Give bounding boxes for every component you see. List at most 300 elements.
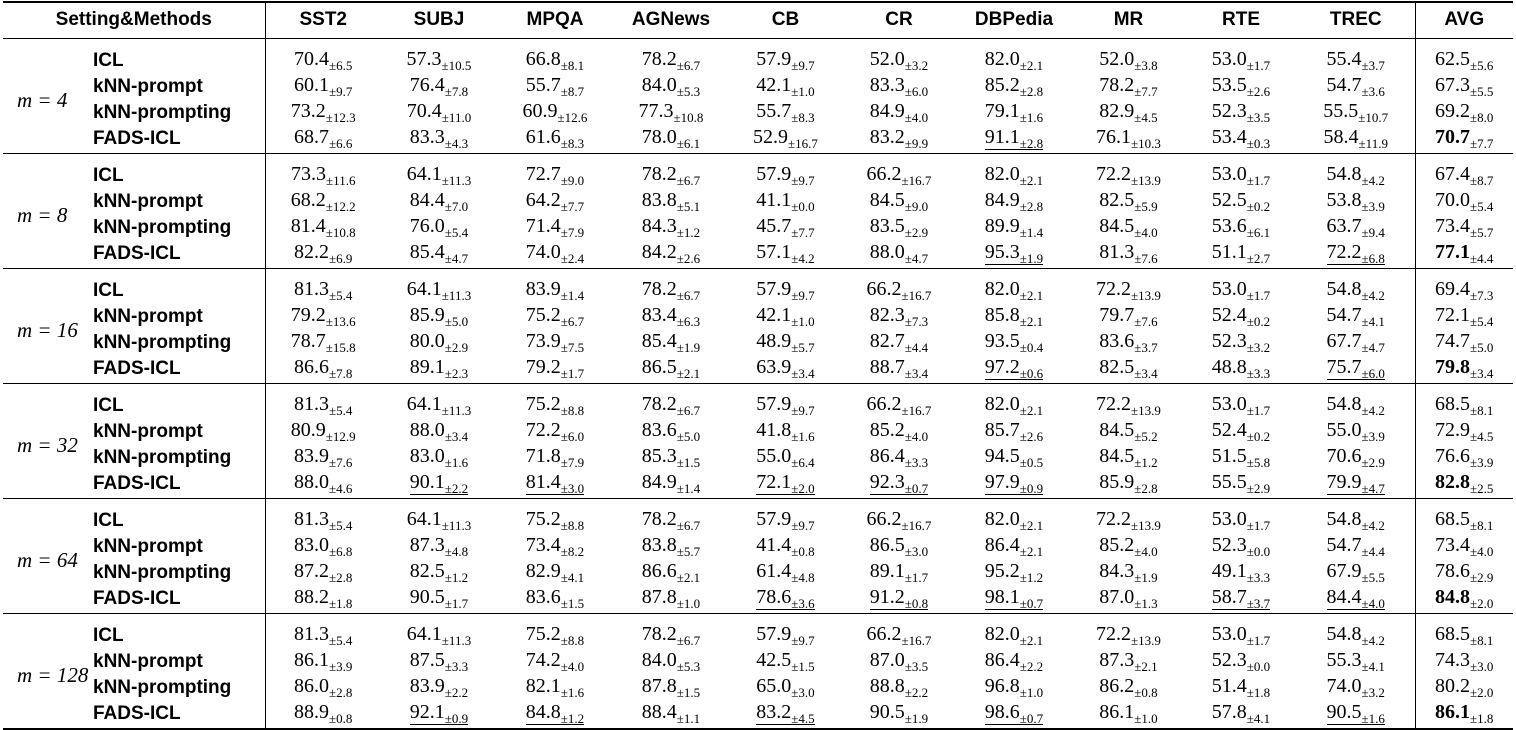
score-std: ±1.9 bbox=[1019, 250, 1044, 266]
score-std: ±6.7 bbox=[676, 287, 701, 303]
score-mean: 72.2 bbox=[1096, 392, 1132, 415]
score-cell bbox=[729, 383, 842, 419]
score-std: ±11.9 bbox=[1358, 135, 1388, 151]
score-mean: 73.2 bbox=[290, 99, 326, 122]
score-mean: 72.2 bbox=[525, 418, 561, 441]
score-std: ±6.1 bbox=[1246, 224, 1271, 240]
score-std: ±7.6 bbox=[1134, 250, 1158, 266]
score-cell bbox=[842, 356, 956, 384]
score-cell bbox=[1185, 498, 1297, 534]
score-cell bbox=[497, 701, 613, 729]
score-cell bbox=[956, 383, 1072, 419]
score-mean: 81.4 bbox=[290, 214, 326, 237]
score-cell bbox=[956, 215, 1072, 241]
score-cell bbox=[1297, 356, 1415, 384]
score-std: ±2.1 bbox=[1019, 287, 1044, 303]
score-cell bbox=[613, 498, 729, 534]
score-std: ±3.9 bbox=[1361, 198, 1385, 214]
score-cell bbox=[497, 419, 613, 445]
score-std: ±2.1 bbox=[676, 365, 701, 381]
score-std: ±6.7 bbox=[676, 172, 701, 188]
score-std: ±5.3 bbox=[676, 83, 701, 99]
avg-mean: 76.6 bbox=[1435, 444, 1471, 467]
score-cell bbox=[956, 153, 1072, 189]
score-mean: 75.2 bbox=[525, 507, 561, 530]
score-mean: 60.1 bbox=[294, 73, 330, 96]
score-std: ±1.6 bbox=[560, 684, 585, 700]
score-std: ±4.1 bbox=[1361, 658, 1385, 674]
avg-mean: 73.4 bbox=[1435, 533, 1471, 556]
score-mean: 86.5 bbox=[641, 355, 677, 378]
score-mean: 82.1 bbox=[525, 674, 561, 697]
score-std: ±0.3 bbox=[1246, 135, 1271, 151]
score-std: ±1.5 bbox=[676, 684, 701, 700]
score-cell bbox=[613, 189, 729, 215]
score-cell bbox=[613, 649, 729, 675]
score-mean: 84.4 bbox=[409, 188, 445, 211]
score-std: ±7.7 bbox=[560, 198, 585, 214]
score-cell bbox=[613, 471, 729, 499]
score-cell bbox=[729, 701, 842, 729]
method-name: ICL bbox=[93, 38, 265, 74]
score-mean: 76.0 bbox=[409, 214, 445, 237]
setting-group bbox=[3, 153, 1513, 268]
score-cell bbox=[613, 356, 729, 384]
score-mean: 91.2 bbox=[869, 585, 905, 608]
score-mean: 53.6 bbox=[1211, 214, 1247, 237]
score-cell bbox=[956, 586, 1072, 614]
score-std: ±7.9 bbox=[560, 454, 585, 470]
score-mean: 78.2 bbox=[641, 622, 677, 645]
score-mean: 84.0 bbox=[641, 73, 677, 96]
score-cell bbox=[1072, 215, 1185, 241]
score-cell bbox=[1297, 498, 1415, 534]
score-std: ±1.6 bbox=[1361, 710, 1385, 726]
score-std: ±0.2 bbox=[1246, 428, 1271, 444]
score-std: ±5.8 bbox=[1246, 454, 1271, 470]
score-cell bbox=[956, 701, 1072, 729]
score-cell bbox=[497, 153, 613, 189]
avg-cell bbox=[1415, 241, 1513, 269]
score-cell bbox=[729, 586, 842, 614]
header-dataset-agnews: AGNews bbox=[613, 2, 729, 38]
score-mean: 92.1 bbox=[409, 700, 445, 723]
score-mean: 72.2 bbox=[1096, 507, 1132, 530]
score-std: ±3.6 bbox=[791, 595, 815, 611]
score-mean: 53.0 bbox=[1211, 507, 1247, 530]
score-mean: 71.8 bbox=[525, 444, 561, 467]
score-mean: 48.8 bbox=[1211, 355, 1247, 378]
setting-group bbox=[3, 613, 1513, 729]
method-name: FADS-ICL bbox=[93, 471, 265, 499]
score-std: ±4.4 bbox=[904, 339, 929, 355]
score-cell bbox=[956, 471, 1072, 499]
score-mean: 87.0 bbox=[1099, 585, 1135, 608]
score-cell bbox=[265, 356, 381, 384]
score-cell bbox=[613, 74, 729, 100]
score-mean: 70.6 bbox=[1326, 444, 1362, 467]
score-std: ±11.3 bbox=[441, 517, 472, 533]
score-mean: 94.5 bbox=[984, 444, 1020, 467]
avg-mean: 69.2 bbox=[1435, 99, 1471, 122]
score-std: ±2.6 bbox=[1246, 83, 1271, 99]
score-std: ±4.5 bbox=[1134, 109, 1158, 125]
score-cell bbox=[1072, 356, 1185, 384]
score-cell bbox=[842, 100, 956, 126]
score-cell bbox=[381, 38, 497, 74]
score-std: ±3.0 bbox=[791, 684, 815, 700]
score-std: ±4.2 bbox=[791, 250, 815, 266]
score-mean: 86.0 bbox=[294, 674, 330, 697]
score-mean: 64.1 bbox=[406, 277, 442, 300]
score-cell bbox=[381, 241, 497, 269]
score-std: ±5.4 bbox=[329, 402, 353, 418]
score-cell bbox=[497, 613, 613, 649]
score-cell bbox=[1072, 74, 1185, 100]
table-row bbox=[3, 153, 1513, 189]
score-mean: 79.9 bbox=[1326, 470, 1362, 493]
method-name: kNN-prompt bbox=[93, 189, 265, 215]
score-mean: 90.5 bbox=[1326, 700, 1362, 723]
score-std: ±3.0 bbox=[560, 480, 585, 496]
score-cell bbox=[497, 675, 613, 701]
score-std: ±5.1 bbox=[676, 198, 701, 214]
score-cell bbox=[956, 126, 1072, 154]
score-std: ±5.7 bbox=[791, 339, 815, 355]
score-cell bbox=[265, 38, 381, 74]
score-cell bbox=[1185, 189, 1297, 215]
method-name: kNN-prompt bbox=[93, 649, 265, 675]
score-std: ±0.8 bbox=[791, 543, 815, 559]
score-cell bbox=[497, 126, 613, 154]
score-cell bbox=[1072, 100, 1185, 126]
avg-mean: 74.3 bbox=[1435, 648, 1471, 671]
avg-cell bbox=[1415, 100, 1513, 126]
score-std: ±6.5 bbox=[329, 57, 353, 73]
score-cell bbox=[265, 675, 381, 701]
score-mean: 88.2 bbox=[294, 585, 330, 608]
score-cell bbox=[381, 675, 497, 701]
score-cell bbox=[381, 215, 497, 241]
score-mean: 85.4 bbox=[409, 240, 445, 263]
score-mean: 97.9 bbox=[984, 470, 1020, 493]
score-std: ±9.0 bbox=[560, 172, 585, 188]
avg-cell bbox=[1415, 701, 1513, 729]
score-mean: 68.2 bbox=[290, 188, 326, 211]
score-std: ±13.9 bbox=[1131, 402, 1161, 418]
score-cell bbox=[613, 215, 729, 241]
score-std: ±1.3 bbox=[1134, 595, 1158, 611]
score-mean: 81.3 bbox=[1099, 240, 1135, 263]
score-std: ±5.4 bbox=[329, 517, 353, 533]
score-std: ±2.2 bbox=[444, 684, 469, 700]
score-std: ±0.0 bbox=[791, 198, 815, 214]
score-mean: 57.9 bbox=[756, 47, 792, 70]
score-cell bbox=[1185, 268, 1297, 304]
score-cell bbox=[497, 189, 613, 215]
score-std: ±3.3 bbox=[1246, 569, 1271, 585]
score-cell bbox=[1297, 38, 1415, 74]
score-std: ±1.2 bbox=[676, 224, 701, 240]
table-row bbox=[3, 215, 1513, 241]
score-cell bbox=[842, 675, 956, 701]
score-cell bbox=[729, 534, 842, 560]
avg-std: ±5.4 bbox=[1470, 198, 1494, 214]
score-cell bbox=[1185, 701, 1297, 729]
method-name: kNN-prompting bbox=[93, 560, 265, 586]
score-mean: 41.1 bbox=[756, 188, 792, 211]
score-std: ±9.7 bbox=[791, 402, 815, 418]
table-row bbox=[3, 268, 1513, 304]
score-std: ±3.4 bbox=[904, 365, 929, 381]
score-cell bbox=[729, 126, 842, 154]
score-cell bbox=[1072, 268, 1185, 304]
method-name: kNN-prompt bbox=[93, 304, 265, 330]
score-cell bbox=[1072, 153, 1185, 189]
score-mean: 52.4 bbox=[1211, 418, 1247, 441]
score-cell bbox=[265, 126, 381, 154]
score-cell bbox=[1297, 126, 1415, 154]
score-mean: 86.1 bbox=[1099, 700, 1135, 723]
score-mean: 81.3 bbox=[294, 507, 330, 530]
score-cell bbox=[1297, 100, 1415, 126]
table-row bbox=[3, 189, 1513, 215]
avg-cell bbox=[1415, 356, 1513, 384]
score-cell bbox=[1072, 330, 1185, 356]
score-cell bbox=[842, 241, 956, 269]
score-cell bbox=[497, 304, 613, 330]
score-std: ±1.9 bbox=[1134, 569, 1158, 585]
score-cell bbox=[381, 445, 497, 471]
score-mean: 57.9 bbox=[756, 162, 792, 185]
score-mean: 54.8 bbox=[1326, 392, 1362, 415]
score-mean: 54.8 bbox=[1326, 622, 1362, 645]
score-std: ±6.9 bbox=[329, 250, 353, 266]
score-cell bbox=[497, 649, 613, 675]
score-mean: 66.2 bbox=[866, 392, 902, 415]
table-row bbox=[3, 383, 1513, 419]
score-mean: 70.4 bbox=[294, 47, 330, 70]
score-mean: 53.0 bbox=[1211, 392, 1247, 415]
score-std: ±4.0 bbox=[904, 428, 929, 444]
table-row bbox=[3, 613, 1513, 649]
avg-std: ±8.1 bbox=[1470, 632, 1494, 648]
score-mean: 52.4 bbox=[1211, 303, 1247, 326]
score-mean: 87.5 bbox=[409, 648, 445, 671]
score-std: ±9.7 bbox=[329, 83, 353, 99]
score-std: ±8.7 bbox=[560, 83, 585, 99]
avg-cell bbox=[1415, 38, 1513, 74]
score-mean: 83.2 bbox=[756, 700, 792, 723]
score-cell bbox=[842, 471, 956, 499]
score-std: ±1.1 bbox=[676, 710, 701, 726]
score-std: ±7.8 bbox=[444, 83, 469, 99]
table-header bbox=[3, 2, 1513, 38]
score-cell bbox=[381, 498, 497, 534]
table-row bbox=[3, 675, 1513, 701]
score-std: ±10.5 bbox=[441, 57, 472, 73]
score-cell bbox=[265, 268, 381, 304]
score-std: ±10.8 bbox=[673, 109, 704, 125]
score-cell bbox=[381, 649, 497, 675]
score-std: ±1.0 bbox=[791, 313, 815, 329]
score-cell bbox=[613, 383, 729, 419]
score-std: ±2.8 bbox=[1019, 135, 1044, 151]
score-std: ±1.6 bbox=[444, 454, 469, 470]
score-std: ±0.7 bbox=[1019, 710, 1044, 726]
score-mean: 57.3 bbox=[406, 47, 442, 70]
score-cell bbox=[1297, 383, 1415, 419]
score-std: ±1.7 bbox=[560, 365, 585, 381]
avg-cell bbox=[1415, 534, 1513, 560]
score-mean: 54.8 bbox=[1326, 277, 1362, 300]
score-std: ±4.7 bbox=[1361, 339, 1385, 355]
score-mean: 79.2 bbox=[290, 303, 326, 326]
score-cell bbox=[729, 74, 842, 100]
score-cell bbox=[1185, 241, 1297, 269]
avg-mean: 79.8 bbox=[1435, 355, 1471, 378]
score-cell bbox=[1185, 534, 1297, 560]
score-mean: 64.1 bbox=[406, 622, 442, 645]
score-cell bbox=[613, 586, 729, 614]
score-std: ±4.6 bbox=[329, 480, 353, 496]
score-mean: 89.9 bbox=[984, 214, 1020, 237]
score-mean: 84.2 bbox=[641, 240, 677, 263]
score-cell bbox=[381, 74, 497, 100]
method-name: ICL bbox=[93, 613, 265, 649]
score-mean: 84.5 bbox=[869, 188, 905, 211]
table-row bbox=[3, 100, 1513, 126]
score-std: ±2.3 bbox=[444, 365, 469, 381]
score-mean: 97.2 bbox=[984, 355, 1020, 378]
score-cell bbox=[842, 304, 956, 330]
score-std: ±10.8 bbox=[325, 224, 356, 240]
score-mean: 58.7 bbox=[1211, 585, 1247, 608]
avg-mean: 68.5 bbox=[1435, 392, 1471, 415]
setting-m-label: m = 8 bbox=[17, 202, 68, 227]
score-cell bbox=[1072, 701, 1185, 729]
score-cell bbox=[842, 419, 956, 445]
score-mean: 82.2 bbox=[294, 240, 330, 263]
score-std: ±4.8 bbox=[791, 569, 815, 585]
avg-std: ±2.9 bbox=[1470, 569, 1494, 585]
avg-mean: 68.5 bbox=[1435, 622, 1471, 645]
score-mean: 64.2 bbox=[525, 188, 561, 211]
score-std: ±3.4 bbox=[444, 428, 469, 444]
score-std: ±2.7 bbox=[1246, 250, 1271, 266]
avg-cell bbox=[1415, 498, 1513, 534]
score-std: ±9.7 bbox=[791, 632, 815, 648]
score-cell bbox=[729, 241, 842, 269]
score-mean: 92.3 bbox=[869, 470, 905, 493]
score-std: ±8.3 bbox=[791, 109, 815, 125]
score-std: ±3.2 bbox=[1361, 684, 1385, 700]
score-cell bbox=[842, 330, 956, 356]
score-cell bbox=[1072, 471, 1185, 499]
score-mean: 67.7 bbox=[1326, 329, 1362, 352]
score-mean: 53.8 bbox=[1326, 188, 1362, 211]
score-std: ±1.4 bbox=[676, 480, 701, 496]
score-cell bbox=[729, 471, 842, 499]
score-mean: 41.8 bbox=[756, 418, 792, 441]
method-name: kNN-prompting bbox=[93, 675, 265, 701]
method-name: FADS-ICL bbox=[93, 586, 265, 614]
score-std: ±4.2 bbox=[1361, 172, 1385, 188]
score-std: ±16.7 bbox=[788, 135, 818, 151]
score-mean: 54.8 bbox=[1326, 507, 1362, 530]
score-std: ±9.7 bbox=[791, 172, 815, 188]
score-cell bbox=[1185, 126, 1297, 154]
score-mean: 84.0 bbox=[641, 648, 677, 671]
score-cell bbox=[613, 330, 729, 356]
score-std: ±11.3 bbox=[441, 172, 472, 188]
score-std: ±6.4 bbox=[791, 454, 815, 470]
score-mean: 55.7 bbox=[525, 73, 561, 96]
score-cell bbox=[1072, 498, 1185, 534]
score-std: ±2.8 bbox=[1019, 198, 1044, 214]
table-row bbox=[3, 241, 1513, 269]
score-std: ±0.2 bbox=[1246, 313, 1271, 329]
score-std: ±8.8 bbox=[560, 402, 585, 418]
score-cell bbox=[497, 560, 613, 586]
score-cell bbox=[1297, 74, 1415, 100]
method-name: FADS-ICL bbox=[93, 356, 265, 384]
score-std: ±2.6 bbox=[676, 250, 701, 266]
score-mean: 82.3 bbox=[869, 303, 905, 326]
score-cell bbox=[729, 304, 842, 330]
method-name: kNN-prompting bbox=[93, 445, 265, 471]
score-cell bbox=[729, 560, 842, 586]
score-std: ±0.7 bbox=[904, 480, 929, 496]
setting-m-label: m = 32 bbox=[17, 432, 78, 457]
score-mean: 83.0 bbox=[409, 444, 445, 467]
score-cell bbox=[956, 560, 1072, 586]
avg-cell bbox=[1415, 215, 1513, 241]
score-mean: 87.0 bbox=[869, 648, 905, 671]
score-std: ±1.6 bbox=[791, 428, 815, 444]
setting-group bbox=[3, 268, 1513, 383]
score-mean: 83.2 bbox=[869, 125, 905, 148]
score-cell bbox=[265, 74, 381, 100]
avg-mean: 70.7 bbox=[1435, 125, 1471, 148]
score-std: ±2.1 bbox=[1019, 543, 1044, 559]
score-mean: 86.2 bbox=[1099, 674, 1135, 697]
score-cell bbox=[1297, 268, 1415, 304]
avg-std: ±5.7 bbox=[1470, 224, 1494, 240]
score-cell bbox=[1297, 586, 1415, 614]
score-std: ±6.7 bbox=[676, 632, 701, 648]
method-name: FADS-ICL bbox=[93, 241, 265, 269]
score-std: ±4.0 bbox=[1361, 595, 1385, 611]
score-mean: 83.6 bbox=[525, 585, 561, 608]
score-std: ±3.2 bbox=[904, 57, 929, 73]
score-cell bbox=[265, 534, 381, 560]
score-mean: 52.9 bbox=[753, 125, 789, 148]
score-mean: 95.2 bbox=[984, 559, 1020, 582]
avg-std: ±3.4 bbox=[1470, 365, 1494, 381]
avg-cell bbox=[1415, 419, 1513, 445]
score-cell bbox=[842, 153, 956, 189]
table-row bbox=[3, 126, 1513, 154]
score-cell bbox=[381, 560, 497, 586]
score-std: ±3.7 bbox=[1361, 57, 1385, 73]
setting-m-label: m = 16 bbox=[17, 317, 78, 342]
score-mean: 63.7 bbox=[1326, 214, 1362, 237]
score-std: ±1.2 bbox=[560, 710, 585, 726]
score-cell bbox=[956, 675, 1072, 701]
score-std: ±0.7 bbox=[1019, 595, 1044, 611]
avg-cell bbox=[1415, 189, 1513, 215]
